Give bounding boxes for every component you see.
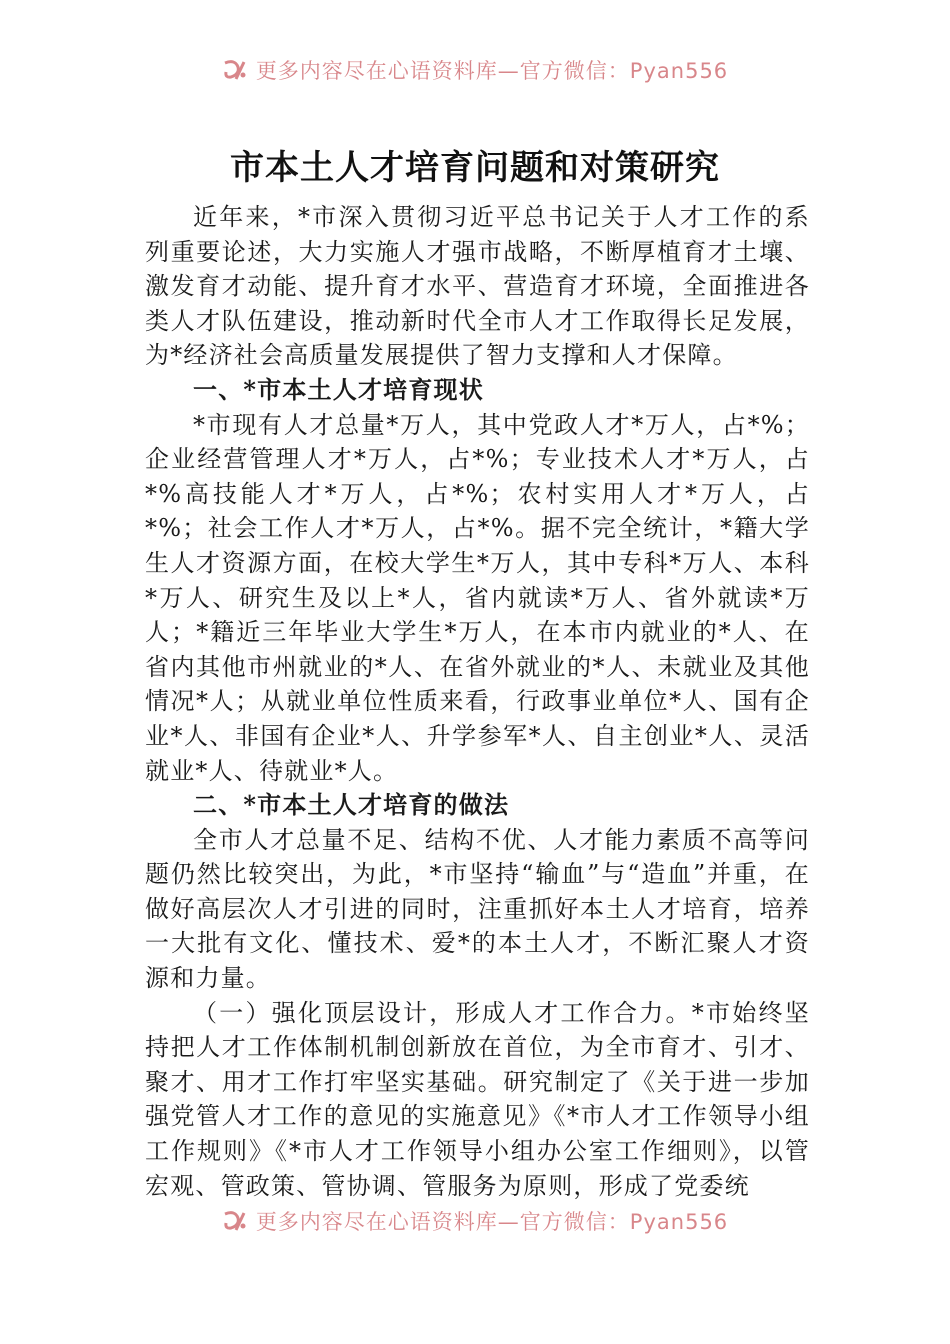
status-paragraph: *市现有人才总量*万人，其中党政人才*万人，占*%；企业经营管理人才*万人，占*%；专业技术人才*万人，占*%高技能人才*万人，占*%；农村实用人才*万人，占*%；社会工作人才*万人，占*%。据不完全统计，*籍大学生人才资源方面，在校大学生*万人，其中专科*万人、本科*万人、研究生及以上*人，省内就读*万人、省外就读*万人；*籍近三年毕业大学生*万人，在本市内就业的*人、在省内其他市州就业的*人、在省外就业的*人、未就业及其他情况*人；从就业单位性质来看，行政事业单位*人、国有企业*人、非国有企业*人、升学参军*人、自主创业*人、灵活就业*人、待就业*人。 xyxy=(145,410,810,785)
document-title: 市本土人才培育问题和对策研究 xyxy=(230,148,720,188)
watermark-header xyxy=(0,55,950,85)
section-heading-1: 一、*市本土人才培育现状 xyxy=(193,374,484,404)
logo-icon xyxy=(222,59,248,81)
watermark-footer xyxy=(0,1206,950,1236)
intro-paragraph: 近年来，*市深入贯彻习近平总书记关于人才工作的系列重要论述，大力实施人才强市战略，不断厚植育才土壤、激发育才动能、提升育才水平、营造育才环境，全面推进各类人才队伍建设，推动新时代全市人才工作取得长足发展，为*经济社会高质量发展提供了智力支撑和人才保障。 xyxy=(145,203,810,370)
watermark-text: 更多内容尽在心语资料库—官方微信：Pyan556 xyxy=(255,59,729,83)
subsection-paragraph-1: （一）强化顶层设计，形成人才工作合力。*市始终坚持把人才工作体制机制创新放在首位，为全市育才、引才、聚才、用才工作打牢坚实基础。研究制定了《关于进一步加强党管人才工作的意见的实施意见》《*市人才工作领导小组工作规则》《*市人才工作领导小组办公室工作细则》，以管宏观、管政策、管协调、管服务为原则，形成了党委统 xyxy=(145,998,810,1200)
section-heading-2: 二、*市本土人才培育的做法 xyxy=(193,790,510,820)
document-body xyxy=(145,200,810,1203)
approach-paragraph: 全市人才总量不足、结构不优、人才能力素质不高等问题仍然比较突出，为此，*市坚持“输血”与“造血”并重，在做好高层次人才引进的同时，注重抓好本土人才培育，培养一大批有文化、懂技术、爱*的本土人才，不断汇聚人才资源和力量。 xyxy=(145,825,810,993)
watermark-text: 更多内容尽在心语资料库—官方微信：Pyan556 xyxy=(255,1210,729,1234)
logo-icon xyxy=(222,1210,248,1232)
